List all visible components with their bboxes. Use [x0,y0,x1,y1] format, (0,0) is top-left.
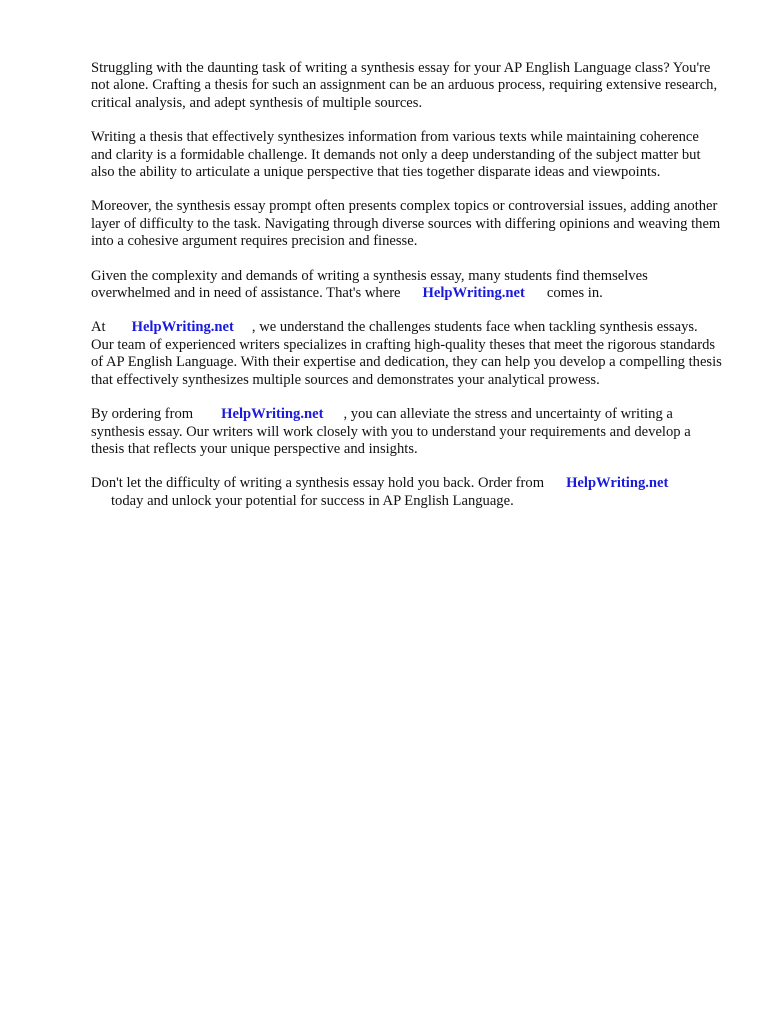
paragraph-ordering [91,406,723,458]
paragraph-intro: Struggling with the daunting task of writing a synthesis essay for your AP English Language class? You're not alone. Crafting a thesis for such an assignment can be an arduous process, requiring extensive research, critical analysis, and adept synthesis of multiple sources. [91,60,718,111]
paragraph-ordering-lead: By ordering from [91,406,194,423]
paragraph-challenge: Writing a thesis that effectively synthesizes information from various texts while maintaining coherence and clarity is a formidable challenge. It demands not only a deep understanding of the subject matter but also the ability to articulate a unique perspective that ties together disparate ideas and viewpoints. [91,129,701,181]
paragraph-assistance-tail: comes in. [546,285,603,302]
paragraph-ordering-text: , you can alleviate the stress and uncertainty of writing a synthesis essay. Our writers will work closely with you to understand your requirements and develop a thesis that reflects your unique perspective and insights. [91,406,691,457]
paragraph-assistance-text: Given the complexity and demands of writing a synthesis essay, many students find themselves overwhelmed and in need of assistance. That's where [91,267,648,302]
paragraph-cta-tail: today and unlock your potential for success in AP English Language. [111,492,514,509]
helpwriting-link[interactable]: HelpWriting.net [221,406,324,423]
helpwriting-link[interactable]: HelpWriting.net [566,475,669,492]
paragraph-cta-lead: Don't let the difficulty of writing a synthesis essay hold you back. Order from [91,475,545,492]
helpwriting-link[interactable]: HelpWriting.net [422,285,525,302]
paragraph-complexity: Moreover, the synthesis essay prompt often presents complex topics or controversial issues, adding another layer of difficulty to the task. Navigating through diverse sources with differing opinions and weaving them into a cohesive argument requires precision and finesse. [91,198,721,250]
helpwriting-link[interactable]: HelpWriting.net [131,319,234,336]
document-body [91,60,723,527]
paragraph-about-text: , we understand the challenges students face when tackling synthesis essays. Our team of experienced writers specializes in crafting high-quality theses that meet the rigorous standards of AP English Language. With their expertise and dedication, they can help you develop a compelling thesis that effectively synthesizes multiple sources and demonstrates your analytical prowess. [91,319,722,388]
paragraph-assistance [91,268,723,303]
paragraph-about-lead: At [91,319,106,336]
paragraph-about [91,319,723,389]
paragraph-call-to-action [91,475,723,510]
